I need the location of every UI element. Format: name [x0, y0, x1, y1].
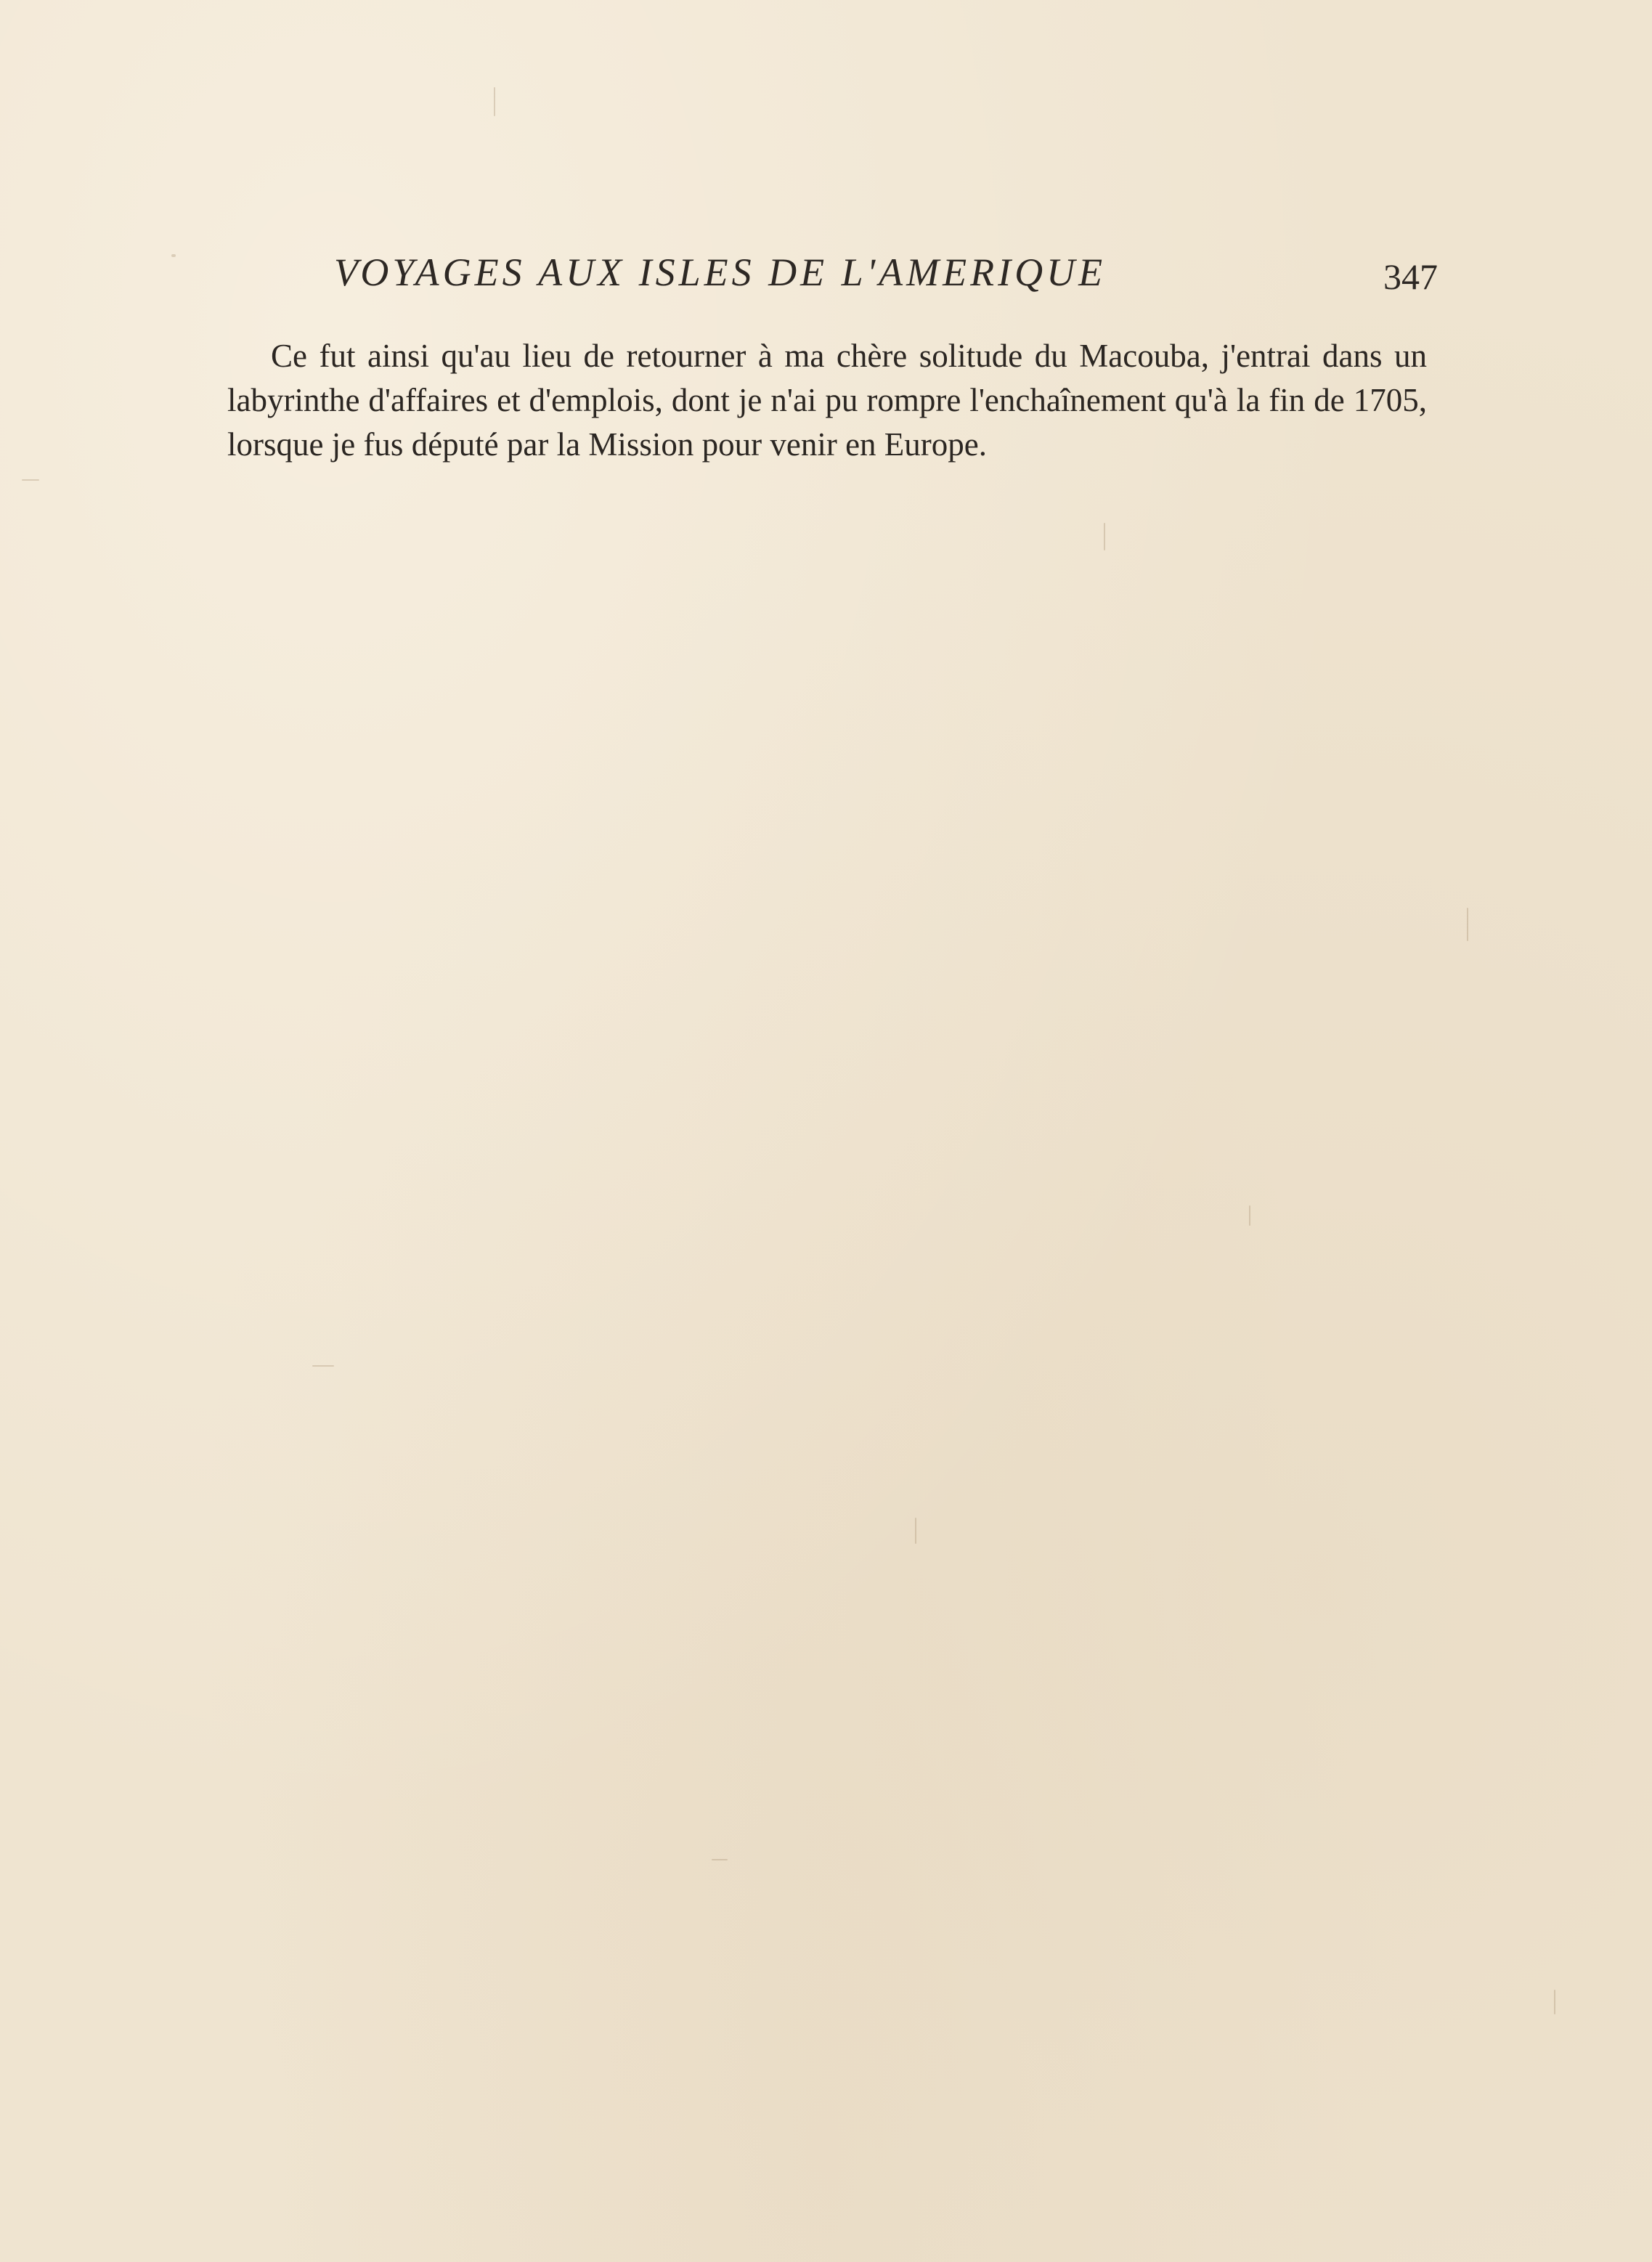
paper-fiber: [1554, 1990, 1555, 2014]
running-head: [334, 240, 1438, 305]
paper-fiber: [712, 1859, 728, 1860]
paper-fiber: [915, 1518, 916, 1544]
page-number: 347: [1383, 256, 1438, 297]
paper-fiber: [312, 1365, 334, 1367]
paper-fiber: [1104, 523, 1105, 550]
paper-fiber: [171, 254, 176, 257]
body-paragraph: Ce fut ainsi qu'au lieu de retourner à ma chère solitude du Macouba, j'entrai dans un labyrinthe d'affaires et d'emplois, dont je n'ai pu rompre l'enchaînement qu'à la fin de 1705, lorsque je fus député par la Mission pour venir en Europe.: [227, 338, 1427, 463]
running-title: VOYAGES AUX ISLES DE L'AMERIQUE: [334, 251, 1107, 294]
paper-fiber: [22, 479, 39, 481]
paper-fiber: [494, 87, 495, 116]
paper-fiber: [1249, 1205, 1250, 1226]
paper-fiber: [1467, 908, 1468, 941]
